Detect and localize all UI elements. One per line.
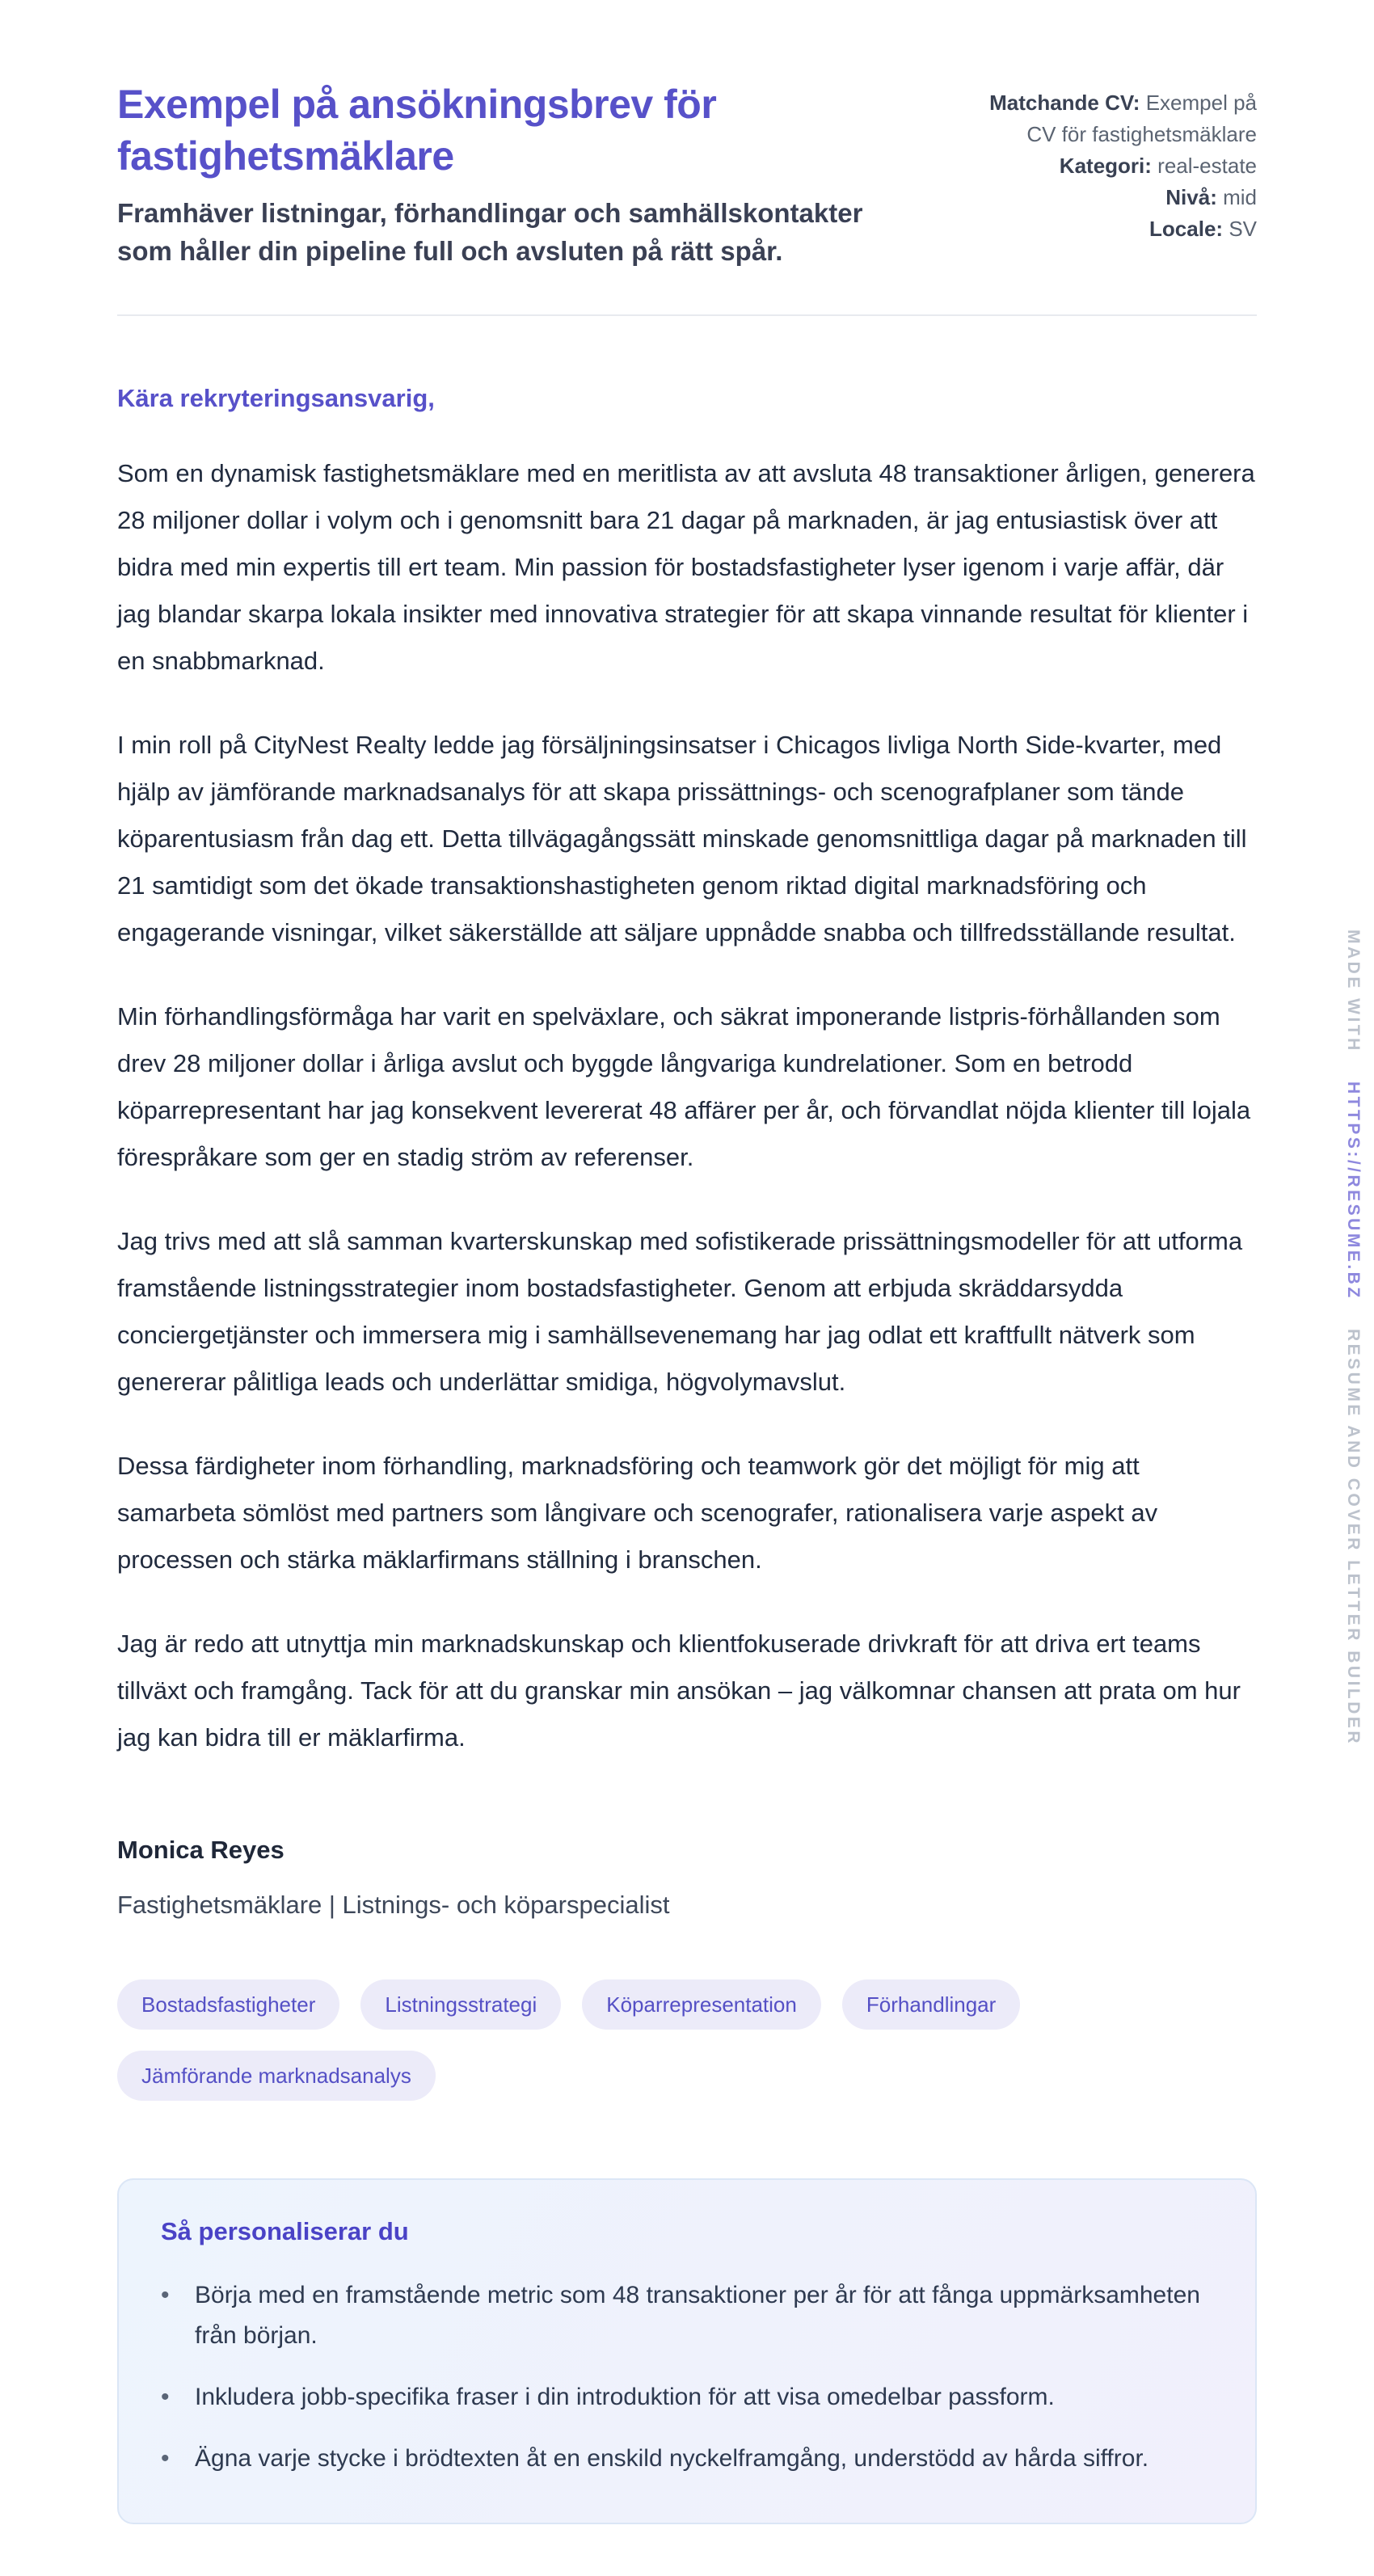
tag-badge: Köparrepresentation bbox=[582, 1979, 821, 2030]
meta-label: Matchande CV: bbox=[989, 91, 1140, 115]
meta-item-matching-cv bbox=[976, 87, 1257, 150]
tag-badge: Bostadsfastigheter bbox=[117, 1979, 339, 2030]
meta-panel bbox=[976, 79, 1257, 245]
signature-name: Monica Reyes bbox=[117, 1835, 284, 1864]
letter-paragraph: Dessa färdigheter inom förhandling, marknadsföring och teamwork gör det möjligt för mig att samarbeta sömlöst med partners som långivare och scenografer, rationalisera varje aspekt av processen och stärka mäklarfirmans ställning i branschen. bbox=[117, 1451, 1158, 1574]
meta-label: Nivå: bbox=[1165, 185, 1217, 209]
header-text-block bbox=[117, 79, 893, 271]
watermark-suffix: RESUME AND COVER LETTER BUILDER bbox=[1344, 1329, 1363, 1747]
tips-list bbox=[161, 2275, 1213, 2479]
letter-paragraph: Jag trivs med att slå samman kvarterskunskap med sofistikerade prissättningsmodeller för att utforma framstående listningsstrategier inom bostadsfastigheter. Genom att erbjuda skräddarsydda conciergetjänster och immersera mig i samhällsevenemang har jag odlat ett kraftfullt nätverk som genererar pålitliga leads och underlättar smidiga, högvolymavslut. bbox=[117, 1226, 1243, 1396]
meta-item-level bbox=[976, 182, 1257, 213]
page-container bbox=[117, 0, 1257, 2524]
tip-item bbox=[161, 2275, 1213, 2356]
tip-text: Börja med en framstående metric som 48 transaktioner per år för att fånga uppmärksamheten från början. bbox=[195, 2281, 1200, 2349]
tip-item bbox=[161, 2377, 1213, 2418]
made-with-watermark bbox=[1343, 930, 1363, 1746]
letter-paragraph: Som en dynamisk fastighetsmäklare med en meritlista av att avsluta 48 transaktioner årligen, generera 28 miljoner dollar i volym och i genomsnitt bara 21 dagar på marknaden, är jag entusiastisk över att bidra med min expertis till ert team. Min passion för bostadsfastigheter lyser igenom i varje affär, där jag blandar skarpa lokala insikter med innovativa strategier för att skapa vinnande resultat för klienter i en snabbmarknad. bbox=[117, 458, 1255, 675]
tips-box bbox=[117, 2178, 1257, 2524]
header-divider bbox=[117, 314, 1257, 316]
bullet-icon: • bbox=[161, 2281, 170, 2308]
page-title: Exempel på ansökningsbrev för fastighetsmäklare bbox=[117, 82, 717, 179]
meta-label: Locale: bbox=[1149, 217, 1224, 241]
tag-badge: Jämförande marknadsanalys bbox=[117, 2051, 436, 2101]
page-subtitle: Framhäver listningar, förhandlingar och samhällskontakter som håller din pipeline full och avsluten på rätt spår. bbox=[117, 198, 863, 266]
header bbox=[117, 79, 1257, 271]
meta-value: SV bbox=[1229, 217, 1257, 241]
tips-title: Så personaliserar du bbox=[161, 2216, 409, 2245]
tag-badge: Listningsstrategi bbox=[360, 1979, 561, 2030]
meta-label: Kategori: bbox=[1059, 154, 1152, 178]
letter-paragraph: I min roll på CityNest Realty ledde jag försäljningsinsatser i Chicagos livliga North Side-kvarter, med hjälp av jämförande marknadsanalys för att skapa prissättnings- och scenografplaner som tände köparentusiasm från dag ett. Detta tillvägagångssätt minskade genomsnittliga dagar på marknaden till 21 samtidigt som det ökade transaktionshastigheten genom riktad digital marknadsföring och engagerande visningar, vilket säkerställde att säljare uppnådde snabba och tillfredsställande resultat. bbox=[117, 730, 1247, 947]
letter-greeting: Kära rekryteringsansvarig, bbox=[117, 383, 435, 412]
tag-list bbox=[117, 1979, 1257, 2101]
meta-value: mid bbox=[1223, 185, 1257, 209]
bullet-icon: • bbox=[161, 2383, 170, 2410]
tip-text: Inkludera jobb-specifika fraser i din introduktion för att visa omedelbar passform. bbox=[195, 2383, 1055, 2410]
meta-value: Exempel på CV för fastighetsmäklare bbox=[1026, 91, 1257, 146]
watermark-prefix: MADE WITH bbox=[1344, 930, 1363, 1053]
meta-value: real-estate bbox=[1157, 154, 1257, 178]
meta-item-locale bbox=[976, 213, 1257, 245]
watermark-resume-bz-link[interactable]: HTTPS://RESUME.BZ bbox=[1344, 1081, 1363, 1301]
bullet-icon: • bbox=[161, 2444, 170, 2472]
letter-paragraph: Min förhandlingsförmåga har varit en spelväxlare, och säkrat imponerande listpris-förhållanden som drev 28 miljoner dollar i årliga avslut och byggde långvariga kundrelationer. Som en betrodd köparrepresentant har jag konsekvent levererat 48 affärer per år, och förvandlat nöjda klienter till lojala förespråkare som ger en stadig ström av referenser. bbox=[117, 1001, 1251, 1171]
letter-paragraph: Jag är redo att utnyttja min marknadskunskap och klientfokuserade drivkraft för att driva ert teams tillväxt och framgång. Tack för att du granskar min ansökan – jag välkomnar chansen att prata om hur jag kan bidra till er mäklarfirma. bbox=[117, 1629, 1241, 1752]
tip-item bbox=[161, 2439, 1213, 2479]
tip-text: Ägna varje stycke i brödtexten åt en enskild nyckelframgång, understödd av hårda siffror. bbox=[195, 2444, 1149, 2472]
tag-badge: Förhandlingar bbox=[842, 1979, 1020, 2030]
signature-title: Fastighetsmäklare | Listnings- och köparspecialist bbox=[117, 1890, 670, 1919]
cover-letter-body bbox=[117, 384, 1257, 1920]
meta-item-category bbox=[976, 150, 1257, 182]
